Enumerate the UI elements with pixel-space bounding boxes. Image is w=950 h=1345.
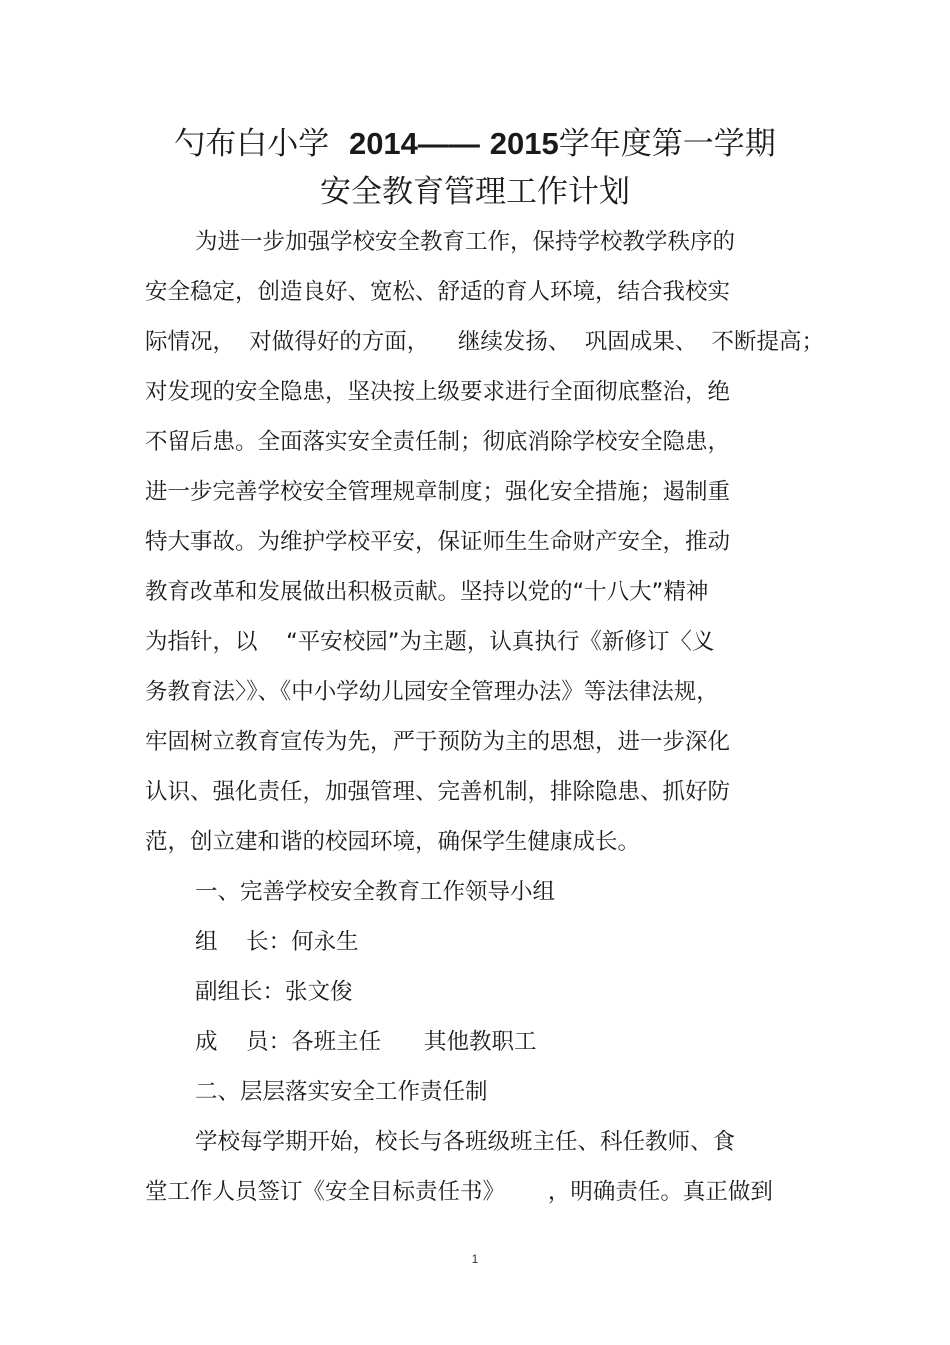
leader-line: 组 长：何永生 (195, 929, 359, 955)
body-line: 牢固树立教育宣传为先，严于预防为主的思想，进一步深化 (145, 729, 731, 755)
body-line: 特大事故。为维护学校平安，保证师生生命财产安全，推动 (145, 529, 731, 555)
body-line: 范，创立建和谐的校园环境，确保学生健康成长。 (145, 829, 641, 855)
body-line: 堂工作人员签订《安全目标责任书》 ，明确责任。真正做到 (145, 1179, 773, 1205)
body-line: 学校每学期开始，校长与各班级班主任、科任教师、食 (195, 1129, 736, 1155)
body-line: 进一步完善学校安全管理规章制度；强化安全措施；遏制重 (145, 479, 731, 505)
body-line: 安全稳定，创造良好、宽松、舒适的育人环境，结合我校实 (145, 279, 731, 305)
body-line: 认识、强化责任，加强管理、完善机制，排除隐患、抓好防 (145, 779, 731, 805)
body-line: 为指针，以 “平安校园”为主题，认真执行《新修订〈义 (145, 629, 715, 655)
body-line: 际情况， 对做得好的方面， 继续发扬、 巩固成果、 不断提高； (145, 329, 825, 355)
body-line: 务教育法〉》、《中小学幼儿园安全管理办法》等法律法规， (145, 679, 719, 705)
title-year-end: 2015 (489, 126, 559, 161)
deputy-leader-line: 副组长：张文俊 (195, 979, 353, 1005)
body-line: 不留后患。全面落实安全责任制；彻底消除学校安全隐患， (145, 429, 731, 455)
document-title (0, 124, 950, 164)
title-term: 学年度第一学期 (558, 126, 776, 162)
title-year-start: 2014—— (348, 126, 480, 161)
members-line: 成 员：各班主任 其他教职工 (195, 1029, 537, 1055)
body-line: 教育改革和发展做出积极贡献。坚持以党的“十八大”精神 (145, 579, 709, 605)
section-heading: 二、层层落实安全工作责任制 (195, 1079, 488, 1105)
title-school-name: 勺布白小学 (174, 126, 330, 162)
document-subtitle: 安全教育管理工作计划 (320, 174, 630, 210)
body-line: 对发现的安全隐患，坚决按上级要求进行全面彻底整治，绝 (145, 379, 731, 405)
page-number: 1 (471, 1252, 479, 1266)
section-heading: 一、完善学校安全教育工作领导小组 (195, 879, 556, 905)
body-line: 为进一步加强学校安全教育工作，保持学校教学秩序的 (195, 229, 736, 255)
